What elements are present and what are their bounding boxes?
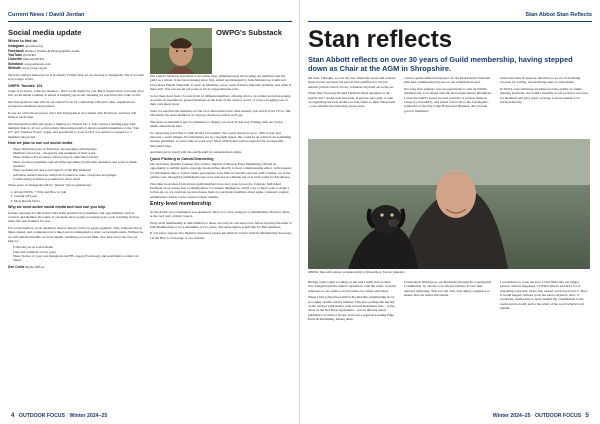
article-col-d [308,280,396,406]
help-list [8,245,144,262]
header-rule-right [308,21,592,22]
page-number-left: 4 [11,412,15,419]
substack-paragraph-6: And then get in touch with Jan and Ronald for rehandwritten rights. [150,150,242,155]
standfirst: Stan Abbott reflects on over 30 years of Guild membership, having stepped down as Chair at the AGM in Shropshire. [308,55,573,73]
substack-paragraph-5: So, supposing you'd like to what should you submit? The quick answer is up to 1200 words, and between 1 and 6 images. Provided there are no copyright issues, this could be an article from something already published, or even some of work way! Short writing that will be expected for an especially innovative idea. [150,130,291,148]
plan-item: • Share professional and social aspects of the Big Weekend [13,168,144,172]
substack-column [150,28,292,408]
footer-left [8,412,107,419]
where-to-find-heading: Where to find us [8,39,37,43]
article-paragraph: When I first joined the Guild in the mid-90s, membership stood at roughly double today's number. This now perhaps the heyday of the outdoor print media, with several magazines who – at the dawn of the Net Book Agreement – served thriving small publishers of outdoor books, and even a separate Leading Edge Press & Publishing, among them. [308,295,395,321]
entry-level-paragraph-1: At the AGM, our Constitution was updated to allow for a new category of membership offered to those at the very start of their careers. [150,209,290,218]
pinned-list [8,190,144,203]
article-col-a [308,76,396,136]
footer-issue-right: Winter 2024–25 [492,413,531,419]
link-substack[interactable]: Substack owpg.substack.com [8,61,51,66]
footer-magazine-left: OUTDOOR FOCUS [18,413,66,419]
pinned-item: 2. Current OF issue [14,194,144,198]
plan-item: • Share Zoom programmes and advertise upcoming Zoom talks reminders and posts to thank speakers [13,160,144,169]
pitching-heading: Quick Pitching to Canva/Channeling [150,156,214,161]
running-head-left: Current News / David Jordan [8,12,85,18]
article-col-f [500,280,590,406]
substack-paragraph-4: The more worthwhile it gets for members to display our work in this way. Editing with our Social Media should help here. [150,119,283,128]
entry-level-heading: Entry-level membership [150,201,212,208]
article-col-b [404,76,492,136]
footer-magazine-right: OUTDOOR FOCUS [534,413,582,419]
feature-photo [308,139,590,269]
plan-heading: How we plan to use our social media [8,141,73,146]
article-paragraph: Guild and what its purpose should be to an era of declining rewards for writing, and declining sales of print media. [500,76,581,85]
signature: Dee Cmile Media Officer [8,264,45,269]
socials-101-heading: OWPG 'Socials' 101 [8,83,43,88]
right-page [300,0,600,424]
footer-issue-left: Winter 2024–25 [69,413,108,419]
pinned-posts-paragraph: Three posts on Instagram will be "pinned" (more permanent): [8,183,92,188]
plan-item: • Collaborating as much as possible for more reach [13,177,144,181]
article-paragraph: I would have to work out how Covid fitted into our bigger picture: when it happened, COVID came in and did a lot of surprising work that, in the end, earned a real reward for it. How it would happen without work has been a mystery. Also, it eventually enabled me to leave behind my commitment to the Guild and its AGM, and to the relief of the world which it left behind. [500,280,588,311]
socials-paragraph-4: Our Instagram profile also sports a linktree (or "link in bio"). This creates a landing page with multiple links to all our social outlets. More importantly it directs potential members to the "Join Us" and "Outdoor Focus" pages, and potentially to your work if you send us a request for a members showcase! [8,121,140,139]
plan-item: • Member's showcase – biography and examples of their work [13,151,144,155]
substack-paragraph-2: So far there have been 15 posts from 12 different members, offering advice on writing and photography, accounts of expeditions, general musings on the state of the outdoor world, or even a stopping tour of their own latest book. [150,93,292,107]
pinned-item: 3. Most Recent News [14,199,144,203]
entry-level-paragraph-3: If you know anyone who might be interested, please put them in contact with the Membership Secretary, via the How to Join page of our website. [150,231,292,240]
header-rule-left [8,21,292,22]
socials-paragraph-1: Some of us thrive, some are daunted – don't social media for you. But it doesn't have to be this way! Our social media roadmap is aimed at helping you social, meaning we reach into the wider world. [8,88,144,98]
why-heading: Why we need active social media and how can you help [8,205,106,210]
link-facebook[interactable]: Facebook Outdoor Writers & Photographers Guild [8,48,80,53]
article-paragraph: Oh look, I thought, as I sat my new friend the seven and ordered Doris drawn curiously the person best qualified for the job: Alistair (whom I know it's my volunteer big hand out in the air. [308,76,396,89]
article-paragraph: When then Secretary Ronald Turnbull asked attendees at the Guild's 2017 AGM, near Keswick, if anyone was ready to take on organising the next AGM, two late-chairs to their rising hand – over stabilize the following seven years. [308,91,396,109]
help-item: • Share Stories to your own Instagram and FB, repost (Facebook), and send them to others via 'share' [13,254,144,263]
twitter-paragraph: We have advised followers on X (formerly Twitter) that we are moving to Instagram. The X account is no longer active. [8,72,144,81]
substack-paragraph-3: Since we enrolled the members on Jan 21st, subscribers have risen steadily, but slowly from 135 to 160. Obviously the more members we sign up, the more readers we'll get. [150,108,292,118]
pitching-paragraph-1: Our Associate member Cannner (the outdoor imprint of Monroe Press Publishing) offered an opportunity to submit quick, one-page book pitches directly to their commissioning editor, with requests for full manuscripts to follow where appropriate. Last time we ran this exercise with Cannner, we at the pitches were through by published books, now selected in a minute out of at each round for Excellence. [150,162,292,180]
link-youtube[interactable]: YouTube @OWPG [8,53,36,58]
page-number-right: 5 [585,412,589,419]
running-head-right: Stan Abbot Stan Reflects [525,12,592,18]
article-paragraph: I'd met Rich Smith (now our President) through the Countryside Commission, by whom I was offered Outdoor Focus' first national editorship. This saw me visit, ably amply organised, to ensure that our Guild still stands. [404,280,492,298]
plan-item: • Advertise Annual Awards with posts focused on rules, categories and judges [13,173,144,177]
article-col-c [500,76,590,136]
pitching-paragraph-2: This time book ideas from eleven guild members have now gone forward to Cannner. Individual feedback on of course free to submit direct to Cannner themselves, and if over or more want to make a follow-up on, we could set up an in-house basis for particular members about again. Cannner's regular submissions criteria can be found on their website. [150,181,290,199]
plan-item: • Share Outdoor Focus issues, followed up by individual articles [13,155,144,159]
social-media-column [8,28,144,408]
socials-paragraph-2: Our Instagram account will be our central focus for connecting with each other, organisations, prospective members and partners. [8,99,136,109]
article-paragraph: In 2023 I overcommit up and improved the quality of online meeting platforms, the Guild's monthly Zoom proved a real tonic for members and gave great coverage to those unable to be reached directly. [500,86,589,104]
plan-list [8,147,144,182]
link-website[interactable]: Website www.owpg.org.uk [8,66,47,71]
socials-paragraph-3: If you are a Facebook person, don't fret! Instagram is now linked with Facebook, and they will shadow each other. [8,110,137,120]
help-paragraph-1: Greater exposure for the Guild could bring potential new members and opportunities, such as contacts and member discounts. It can mean more people accessing your work, resulting in more sales and opportunities for you. [8,210,140,224]
article-paragraph: a more openly-skilled newspaper. As the Peak District National Park had commissioned by me on our refurbished board. [404,76,490,85]
dog-portrait-photo [308,139,590,269]
article-paragraph: Having come round to taking on the role I really had no idea how I might build the Guild's reputation, with the wider world in reference to our outdoor world where our values still stand. [308,280,396,293]
link-linkedin[interactable]: LinkedIn linkd.in/OWPG [8,57,45,62]
help-paragraph-2: For social media to work, members need to interact with our pages regularly. Only someone that is liked, shared, and commented on is liked and recommended to other social media users. Without us, we will remain invisible on social media, rendering our work futile. You help everyone can you help by: [8,225,144,243]
entry-level-paragraph-2: Entry-level membership is time-limited, to those can only be converted once before moving thereafter to Full Membership or for a maximum of two years. The subscription is half that for Full members. [150,220,292,229]
photo-caption: ABOVE: Stan with outdoor companionship in Shrewsbury, Former Islanders. [308,270,406,274]
article-paragraph: Not long after joining I saw an opportunity to take an OWPG members trip to Scotland with the Norwegian airline, Braathens. I even the Guild's award for best portfolio of reverse items in category (and sixth!), and joined a first trip to the Carringdale, somewhat of the tiny lodge House near Braemar. All rewards good to members! [404,86,492,113]
substack-title: OWPG's Substack [216,28,282,37]
headline: Stan reflects [308,26,453,53]
social-media-title: Social media update [8,28,82,37]
pinned-item: 1. About OWPG + Why and How to join [14,190,144,194]
help-item: • Following us on social media [13,245,144,249]
substack-paragraph-1: The Guild's Substack newsletter is an online blog, simultaneously showcasing our members and the guild as a whole. It has been running since July, edited and managed by Julie Mackay-lee Lamb and Ciara Rose Punchl Timothell. It posts on Mondays, every week if there's material available, less often if there isn't. You can see all our posts so far at owpg.substack.com. [150,74,291,92]
plan-item: • Share Substack posts on Mondays, encouraging subscriptions [13,147,144,151]
article-col-e [404,280,492,406]
footer-right [493,412,592,419]
link-instagram[interactable]: Instagram @outdoorwg [8,44,43,49]
help-item: • Like and comment on our posts [13,250,144,254]
